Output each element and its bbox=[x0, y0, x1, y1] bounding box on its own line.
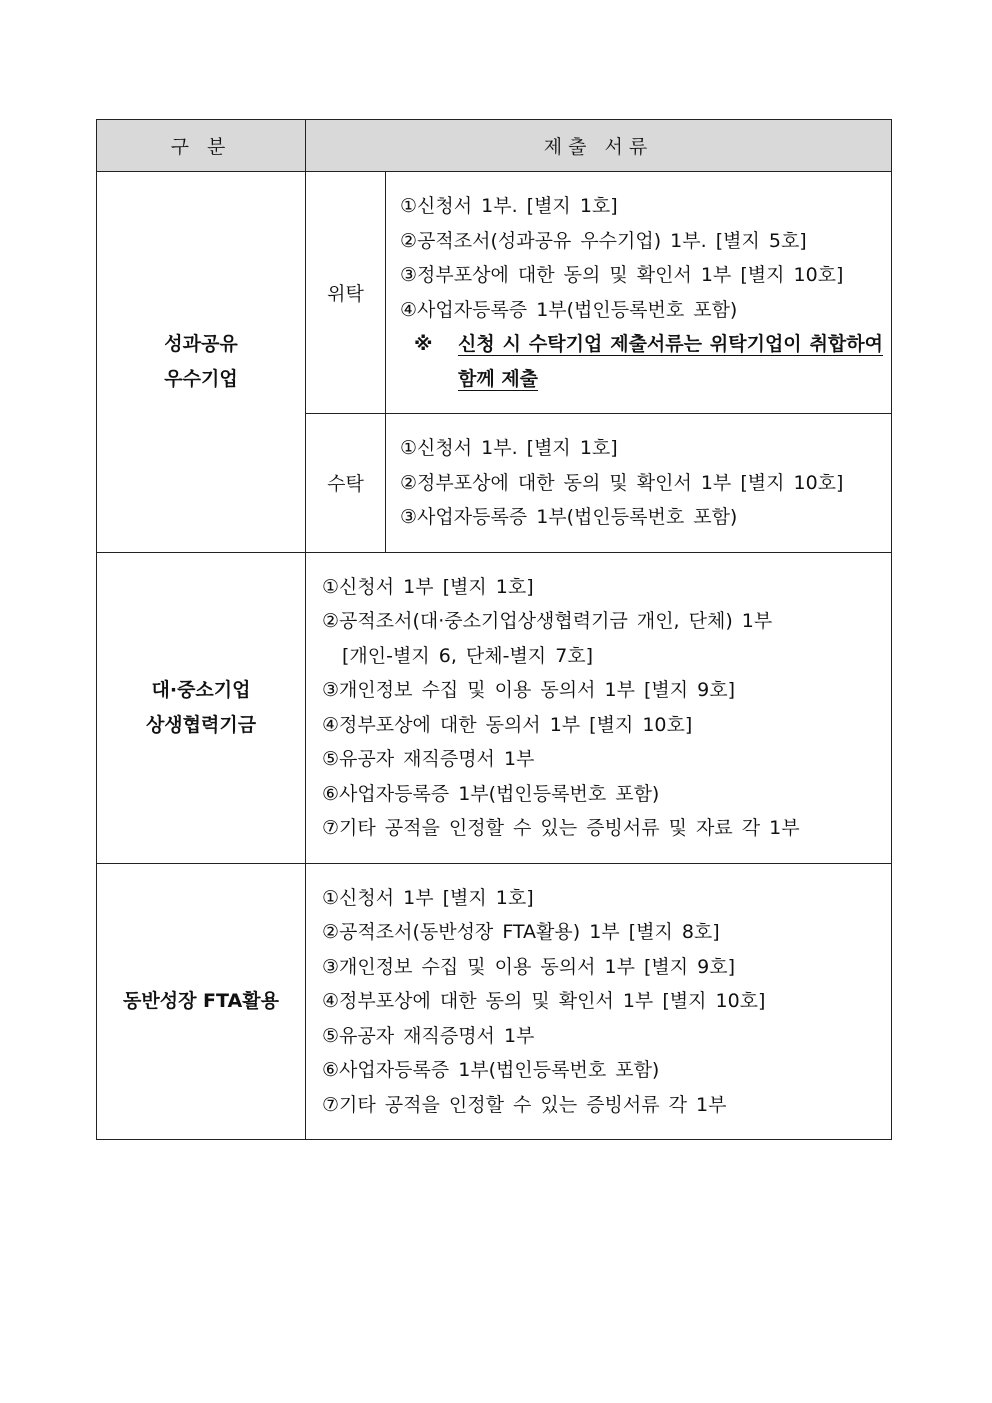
category-label: 대·중소기업 bbox=[151, 678, 251, 701]
document-item: ⑦기타 공적을 인정할 수 있는 증빙서류 각 1부 bbox=[322, 1093, 727, 1116]
document-item: ④사업자등록증 1부(법인등록번호 포함) bbox=[400, 298, 738, 321]
document-item: ⑤유공자 재직증명서 1부 bbox=[322, 1024, 535, 1047]
documents-cell bbox=[306, 863, 892, 1140]
document-item: ③정부포상에 대한 동의 및 확인서 1부 [별지 10호] bbox=[400, 264, 844, 286]
required-documents-table bbox=[96, 119, 892, 1140]
documents-cell bbox=[306, 552, 892, 863]
document-item: ④정부포상에 대한 동의서 1부 [별지 10호] bbox=[322, 713, 693, 736]
table-row bbox=[97, 172, 892, 414]
documents-cell bbox=[386, 172, 892, 414]
subcategory-cell: 위탁 bbox=[306, 172, 386, 414]
document-item: ⑤유공자 재직증명서 1부 bbox=[322, 748, 535, 770]
category-label: 우수기업 bbox=[164, 367, 238, 390]
document-item: ⑥사업자등록증 1부(법인등록번호 포함) bbox=[322, 1059, 660, 1081]
document-item: ①신청서 1부 [별지 1호] bbox=[322, 575, 534, 598]
document-item: ②공적조서(성과공유 우수기업) 1부. [별지 5호] bbox=[400, 229, 807, 252]
table-row bbox=[97, 863, 892, 1140]
subcategory-cell: 수탁 bbox=[306, 414, 386, 553]
document-item: ③개인정보 수집 및 이용 동의서 1부 [별지 9호] bbox=[322, 955, 735, 978]
document-item: ⑦기타 공적을 인정할 수 있는 증빙서류 및 자료 각 1부 bbox=[322, 817, 800, 839]
category-label: 성과공유 bbox=[164, 332, 238, 355]
document-item: [개인-별지 6, 단체-별지 7호] bbox=[342, 644, 594, 667]
document-item: ①신청서 1부 [별지 1호] bbox=[322, 886, 534, 909]
category-label: 상생협력기금 bbox=[145, 713, 257, 736]
document-item: ③사업자등록증 1부(법인등록번호 포함) bbox=[400, 506, 738, 528]
document-item: ②공적조서(대·중소기업상생협력기금 개인, 단체) 1부 bbox=[322, 610, 773, 632]
reference-mark: ※ bbox=[414, 333, 433, 355]
document-item: ②공적조서(동반성장 FTA활용) 1부 [별지 8호] bbox=[322, 921, 720, 943]
table-row bbox=[97, 552, 892, 863]
document-item: ①신청서 1부. [별지 1호] bbox=[400, 437, 618, 459]
documents-cell bbox=[386, 414, 892, 553]
document-item: ③개인정보 수집 및 이용 동의서 1부 [별지 9호] bbox=[322, 679, 735, 701]
category-label: 동반성장 FTA활용 bbox=[123, 989, 279, 1012]
document-item: ①신청서 1부. [별지 1호] bbox=[400, 195, 618, 217]
document-item: ⑥사업자등록증 1부(법인등록번호 포함) bbox=[322, 782, 660, 805]
note-text: 신청 시 수탁기업 제출서류는 위탁기업이 취합하여 함께 제출 bbox=[458, 333, 883, 390]
table-header-row bbox=[97, 120, 892, 172]
category-cell bbox=[97, 552, 306, 863]
document-item: ④정부포상에 대한 동의 및 확인서 1부 [별지 10호] bbox=[322, 990, 766, 1012]
category-cell bbox=[97, 863, 306, 1140]
note bbox=[414, 327, 883, 396]
header-category: 구 분 bbox=[97, 120, 306, 172]
document-item: ②정부포상에 대한 동의 및 확인서 1부 [별지 10호] bbox=[400, 471, 844, 494]
category-cell bbox=[97, 172, 306, 553]
header-documents: 제출 서류 bbox=[306, 120, 892, 172]
